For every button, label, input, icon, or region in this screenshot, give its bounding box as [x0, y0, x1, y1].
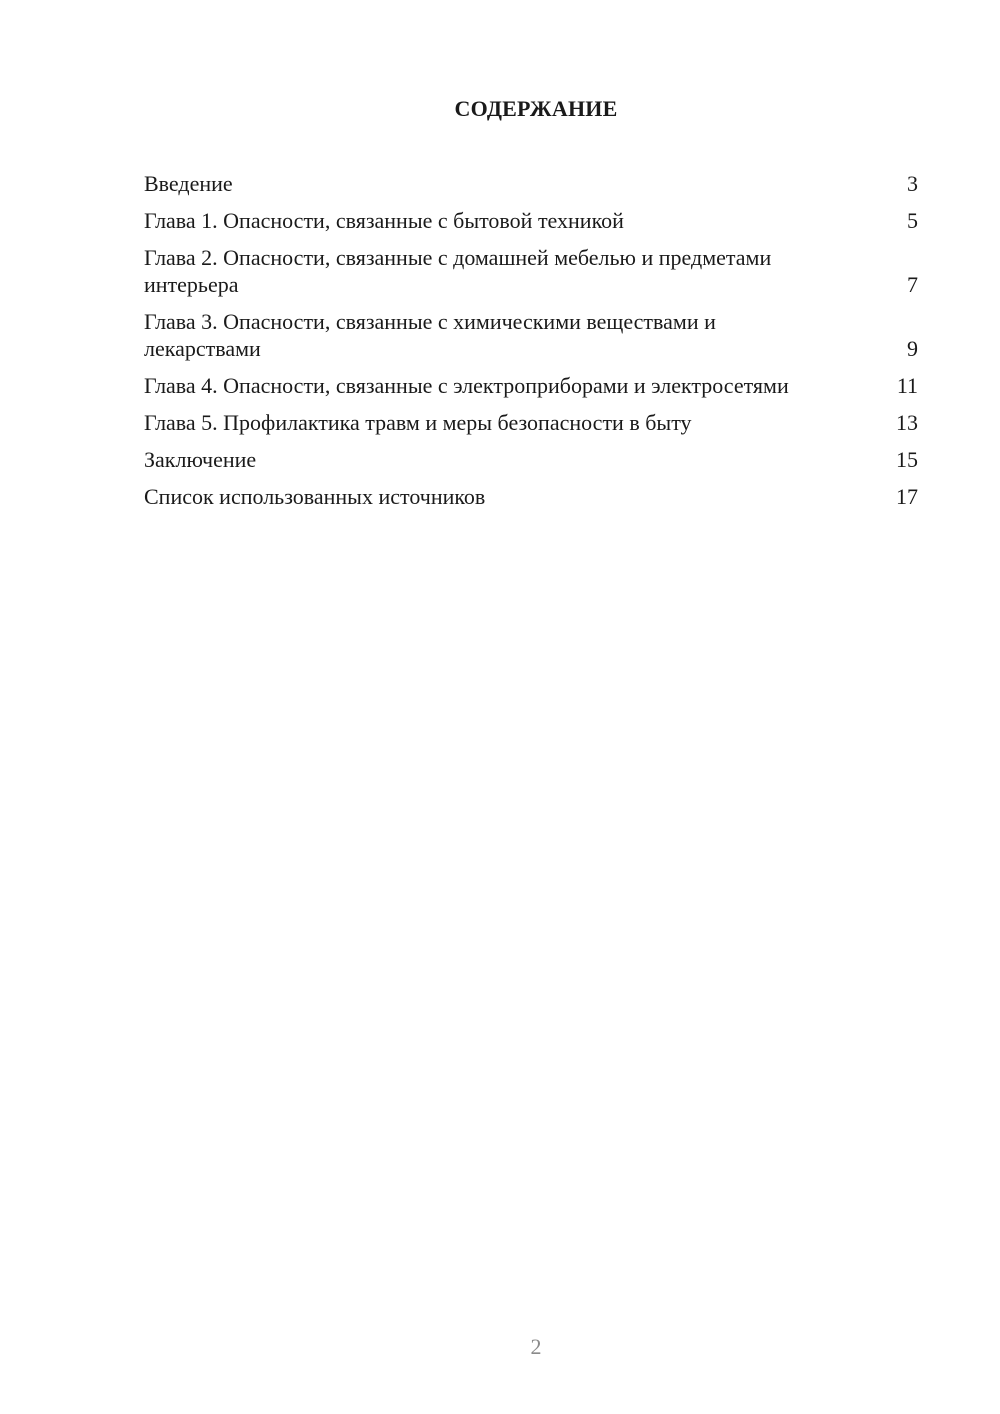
toc-entry — [144, 483, 918, 510]
toc-entry — [144, 170, 918, 197]
toc-entry — [144, 244, 918, 298]
toc-entry — [144, 409, 918, 436]
toc-entry-title: Глава 3. Опасности, связанные с химическими веществами и лекарствами — [144, 309, 716, 361]
toc-entry-title: Глава 4. Опасности, связанные с электроприборами и электросетями — [144, 373, 789, 398]
toc-entry-page: 17 — [896, 484, 918, 509]
toc-entry-page: 7 — [907, 272, 918, 297]
toc-entry-page: 15 — [896, 447, 918, 472]
toc-entry-page: 13 — [896, 410, 918, 435]
toc-entry — [144, 308, 918, 362]
toc-entry-page: 9 — [907, 336, 918, 361]
page-title: СОДЕРЖАНИЕ — [454, 96, 618, 121]
toc-entry-page: 11 — [896, 373, 918, 398]
toc-entry-title: Глава 2. Опасности, связанные с домашней мебелью и предметами интерьера — [144, 245, 772, 297]
toc-entry — [144, 446, 918, 473]
toc-entry — [144, 372, 918, 399]
toc-entry — [144, 207, 918, 234]
table-of-contents — [144, 170, 918, 520]
toc-entry-page: 5 — [907, 208, 918, 233]
page-number: 2 — [530, 1334, 542, 1359]
toc-entry-title: Глава 1. Опасности, связанные с бытовой техникой — [144, 208, 624, 233]
toc-entry-title: Введение — [144, 171, 233, 196]
toc-entry-title: Список использованных источников — [144, 484, 486, 509]
toc-entry-title: Заключение — [144, 447, 257, 472]
toc-entry-page: 3 — [907, 171, 918, 196]
toc-entry-title: Глава 5. Профилактика травм и меры безопасности в быту — [144, 410, 692, 435]
